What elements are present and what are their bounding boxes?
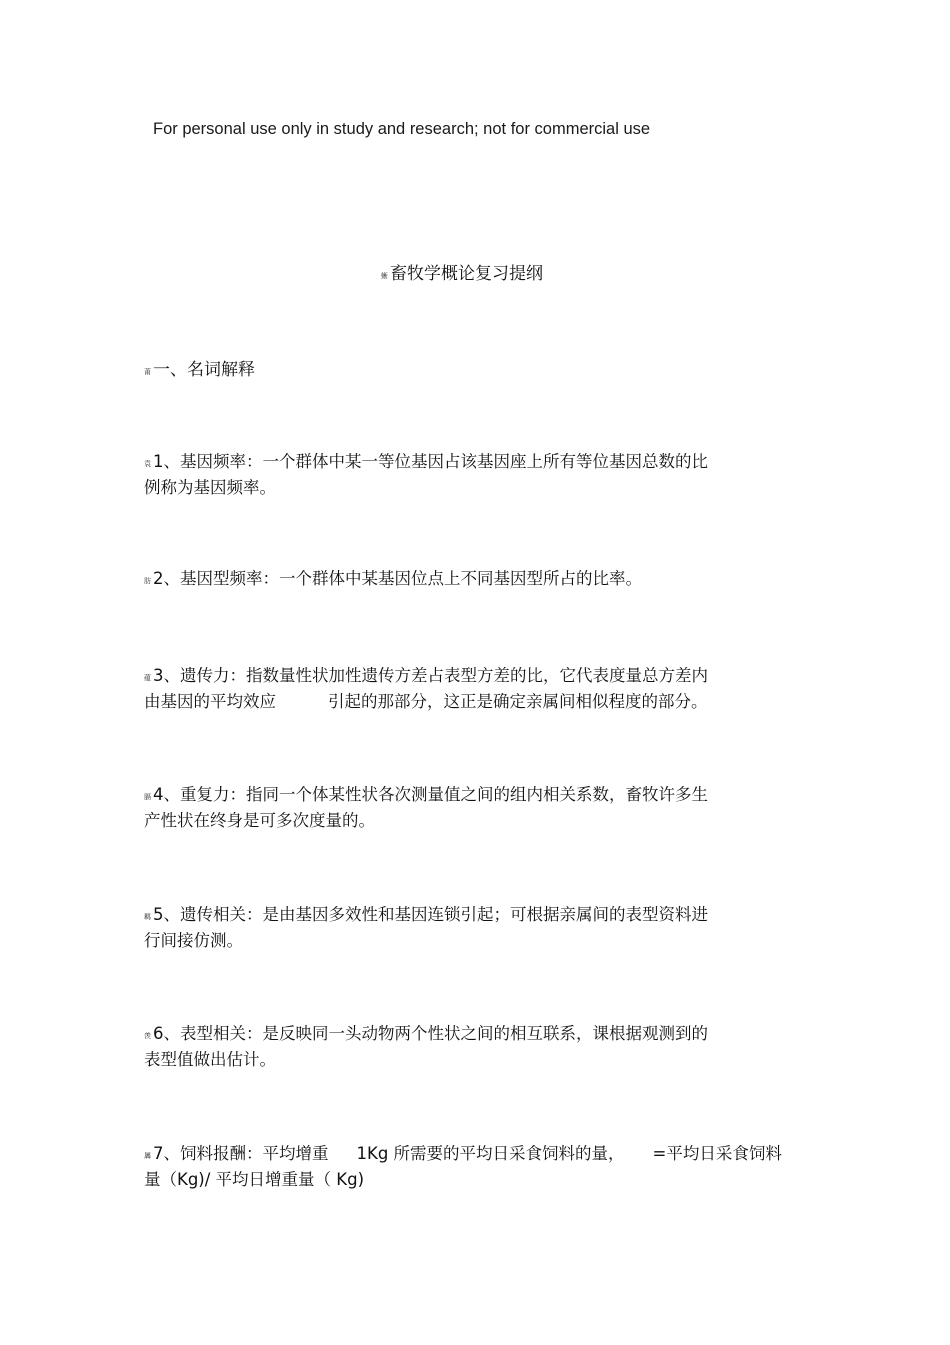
document-title — [381, 259, 543, 284]
term-line-2: 表型值做出估计。 — [144, 1050, 276, 1069]
term-line-1 — [144, 450, 804, 476]
term-gene-frequency — [144, 450, 804, 500]
term-text: 1、基因频率：一个群体中某一等位基因占该基因座上所有等位基因总数的比 — [153, 452, 708, 471]
term-repeatability — [144, 783, 804, 833]
term-marker: 袁 — [144, 460, 151, 468]
term-text: 4、重复力：指同一个体某性状各次测量值之间的组内相关系数，畜牧许多生 — [153, 785, 708, 804]
term-text: 5、遗传相关：是由基因多效性和基因连锁引起；可根据亲属间的表型资料进 — [153, 905, 708, 924]
term-text: 2、基因型频率：一个群体中某基因位点上不同基因型所占的比率。 — [153, 569, 642, 588]
term-text: 6、表型相关：是反映同一头动物两个性状之间的相互联系，课根据观测到的 — [153, 1024, 708, 1043]
term-line-2: 量（Kg)/ 平均日增重量（ Kg) — [144, 1170, 365, 1189]
term-line-1 — [144, 664, 804, 690]
section-heading-text: 一、名词解释 — [153, 360, 255, 380]
term-line-2 — [144, 690, 804, 714]
title-text: 畜牧学概论复习提纲 — [390, 264, 543, 284]
term-phenotypic-correlation — [144, 1022, 804, 1072]
term-marker: 羡 — [144, 1032, 151, 1040]
term-text-part: 1Kg 所需要的平均日采食饲料的量， — [356, 1144, 625, 1163]
term-text: 3、遗传力：指数量性状加性遗传方差占表型方差的比，它代表度量总方差内 — [153, 666, 708, 685]
usage-notice: For personal use only in study and research; not for commercial use — [153, 120, 651, 138]
title-marker: 蜥 — [381, 272, 388, 280]
term-line-1 — [144, 903, 804, 929]
section-heading — [144, 355, 255, 380]
term-line-1 — [144, 1142, 824, 1168]
term-marker: 羁 — [144, 913, 151, 921]
term-line-1 — [144, 567, 804, 593]
term-line-2: 例称为基因频率。 — [144, 478, 276, 497]
term-line-2: 行间接仿测。 — [144, 931, 243, 950]
term-line-2: 产性状在终身是可多次度量的。 — [144, 811, 375, 830]
section-marker: 莆 — [144, 368, 151, 376]
term-marker: 蕴 — [144, 674, 151, 682]
term-feed-conversion — [144, 1142, 824, 1192]
term-genetic-correlation — [144, 903, 804, 953]
term-line-1 — [144, 783, 804, 809]
term-text-part: 由基因的平均效应 — [144, 692, 276, 711]
term-text-part: 7、饲料报酬：平均增重 — [153, 1144, 329, 1163]
term-heritability — [144, 664, 804, 714]
term-genotype-frequency — [144, 567, 804, 593]
term-text-part: 引起的那部分，这正是确定亲属间相似程度的部分。 — [328, 692, 708, 711]
term-line-1 — [144, 1022, 804, 1048]
term-marker: 羼 — [144, 1152, 151, 1160]
term-text-part: =平均日采食饲料 — [652, 1144, 782, 1163]
term-marker: 肪 — [144, 577, 151, 585]
term-marker: 膈 — [144, 793, 151, 801]
